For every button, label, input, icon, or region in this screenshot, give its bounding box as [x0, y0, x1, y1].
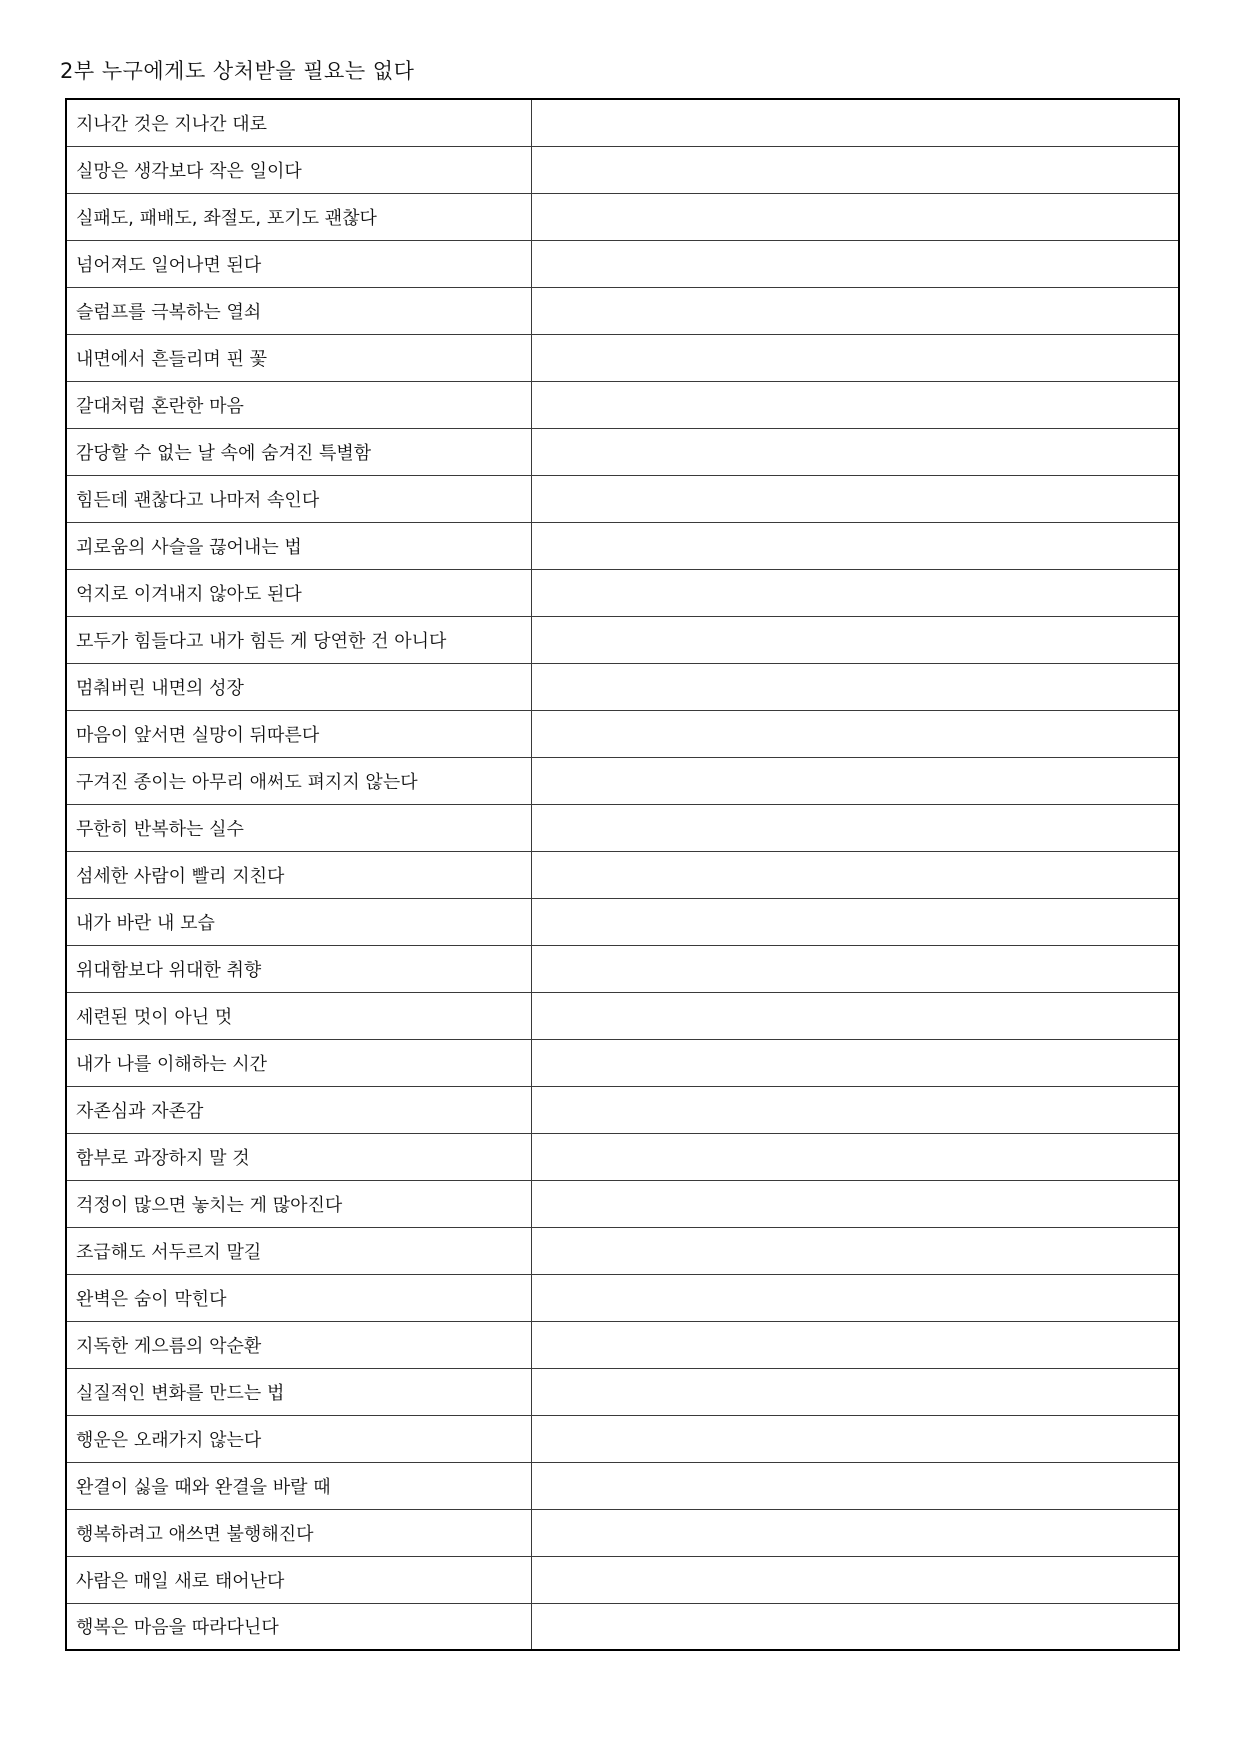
table-row	[66, 804, 1179, 851]
table-row	[66, 1321, 1179, 1368]
table-row	[66, 898, 1179, 945]
table-row	[66, 992, 1179, 1039]
table-row	[66, 1180, 1179, 1227]
chapter-note-cell	[531, 287, 1179, 334]
table-row	[66, 1462, 1179, 1509]
table-row	[66, 1274, 1179, 1321]
chapter-title-cell: 세련된 멋이 아닌 멋	[66, 992, 531, 1039]
table-row	[66, 1603, 1179, 1650]
chapter-title-cell: 억지로 이겨내지 않아도 된다	[66, 569, 531, 616]
table-row	[66, 569, 1179, 616]
chapter-title-cell: 함부로 과장하지 말 것	[66, 1133, 531, 1180]
chapter-note-cell	[531, 663, 1179, 710]
chapter-title-cell: 사람은 매일 새로 태어난다	[66, 1556, 531, 1603]
chapter-note-cell	[531, 1462, 1179, 1509]
chapter-title-cell: 위대함보다 위대한 취향	[66, 945, 531, 992]
chapter-note-cell	[531, 710, 1179, 757]
table-row	[66, 1086, 1179, 1133]
chapter-title-cell: 행운은 오래가지 않는다	[66, 1415, 531, 1462]
chapter-note-cell	[531, 334, 1179, 381]
chapter-title-cell: 모두가 힘들다고 내가 힘든 게 당연한 건 아니다	[66, 616, 531, 663]
table-row	[66, 146, 1179, 193]
chapter-title-cell: 감당할 수 없는 날 속에 숨겨진 특별함	[66, 428, 531, 475]
chapter-title-cell: 행복은 마음을 따라다닌다	[66, 1603, 531, 1650]
table-row	[66, 193, 1179, 240]
table-row	[66, 334, 1179, 381]
chapter-title-cell: 실질적인 변화를 만드는 법	[66, 1368, 531, 1415]
chapter-title-cell: 실망은 생각보다 작은 일이다	[66, 146, 531, 193]
chapter-title-cell: 완결이 싫을 때와 완결을 바랄 때	[66, 1462, 531, 1509]
chapter-title-cell: 갈대처럼 혼란한 마음	[66, 381, 531, 428]
chapter-note-cell	[531, 1180, 1179, 1227]
chapter-note-cell	[531, 757, 1179, 804]
chapter-note-cell	[531, 1321, 1179, 1368]
table-row	[66, 851, 1179, 898]
chapter-title-cell: 내면에서 흔들리며 핀 꽃	[66, 334, 531, 381]
chapter-note-cell	[531, 1368, 1179, 1415]
chapter-note-cell	[531, 945, 1179, 992]
chapter-title-cell: 내가 나를 이해하는 시간	[66, 1039, 531, 1086]
table-row	[66, 381, 1179, 428]
chapter-title-cell: 조급해도 서두르지 말길	[66, 1227, 531, 1274]
chapter-title-cell: 지나간 것은 지나간 대로	[66, 99, 531, 146]
chapter-title-cell: 행복하려고 애쓰면 불행해진다	[66, 1509, 531, 1556]
chapter-note-cell	[531, 1274, 1179, 1321]
table-row	[66, 1133, 1179, 1180]
chapter-note-cell	[531, 381, 1179, 428]
table-row	[66, 475, 1179, 522]
table-row	[66, 1227, 1179, 1274]
chapter-table	[65, 98, 1180, 1651]
chapter-note-cell	[531, 851, 1179, 898]
chapter-note-cell	[531, 240, 1179, 287]
chapter-note-cell	[531, 475, 1179, 522]
chapter-title-cell: 자존심과 자존감	[66, 1086, 531, 1133]
table-row	[66, 287, 1179, 334]
chapter-table-body	[66, 99, 1179, 1650]
table-row	[66, 99, 1179, 146]
table-row	[66, 240, 1179, 287]
chapter-note-cell	[531, 1086, 1179, 1133]
chapter-note-cell	[531, 804, 1179, 851]
table-row	[66, 757, 1179, 804]
table-row	[66, 945, 1179, 992]
page-heading: 2부 누구에게도 상처받을 필요는 없다	[60, 59, 415, 83]
chapter-note-cell	[531, 1227, 1179, 1274]
table-row	[66, 663, 1179, 710]
chapter-note-cell	[531, 1133, 1179, 1180]
chapter-title-cell: 실패도, 패배도, 좌절도, 포기도 괜찮다	[66, 193, 531, 240]
table-row	[66, 616, 1179, 663]
chapter-title-cell: 구겨진 종이는 아무리 애써도 펴지지 않는다	[66, 757, 531, 804]
table-row	[66, 710, 1179, 757]
chapter-note-cell	[531, 1556, 1179, 1603]
table-row	[66, 428, 1179, 475]
chapter-note-cell	[531, 616, 1179, 663]
chapter-title-cell: 지독한 게으름의 악순환	[66, 1321, 531, 1368]
chapter-note-cell	[531, 1039, 1179, 1086]
chapter-title-cell: 섬세한 사람이 빨리 지친다	[66, 851, 531, 898]
chapter-title-cell: 내가 바란 내 모습	[66, 898, 531, 945]
chapter-note-cell	[531, 1415, 1179, 1462]
table-row	[66, 522, 1179, 569]
chapter-note-cell	[531, 146, 1179, 193]
chapter-note-cell	[531, 992, 1179, 1039]
chapter-note-cell	[531, 1509, 1179, 1556]
chapter-note-cell	[531, 428, 1179, 475]
chapter-note-cell	[531, 1603, 1179, 1650]
chapter-title-cell: 힘든데 괜찮다고 나마저 속인다	[66, 475, 531, 522]
table-row	[66, 1368, 1179, 1415]
chapter-note-cell	[531, 898, 1179, 945]
chapter-title-cell: 무한히 반복하는 실수	[66, 804, 531, 851]
chapter-title-cell: 괴로움의 사슬을 끊어내는 법	[66, 522, 531, 569]
table-row	[66, 1415, 1179, 1462]
table-row	[66, 1509, 1179, 1556]
chapter-note-cell	[531, 522, 1179, 569]
chapter-title-cell: 걱정이 많으면 놓치는 게 많아진다	[66, 1180, 531, 1227]
chapter-title-cell: 멈춰버린 내면의 성장	[66, 663, 531, 710]
chapter-note-cell	[531, 193, 1179, 240]
table-row	[66, 1039, 1179, 1086]
table-row	[66, 1556, 1179, 1603]
chapter-note-cell	[531, 569, 1179, 616]
chapter-title-cell: 슬럼프를 극복하는 열쇠	[66, 287, 531, 334]
chapter-note-cell	[531, 99, 1179, 146]
chapter-title-cell: 완벽은 숨이 막힌다	[66, 1274, 531, 1321]
chapter-title-cell: 넘어져도 일어나면 된다	[66, 240, 531, 287]
chapter-title-cell: 마음이 앞서면 실망이 뒤따른다	[66, 710, 531, 757]
